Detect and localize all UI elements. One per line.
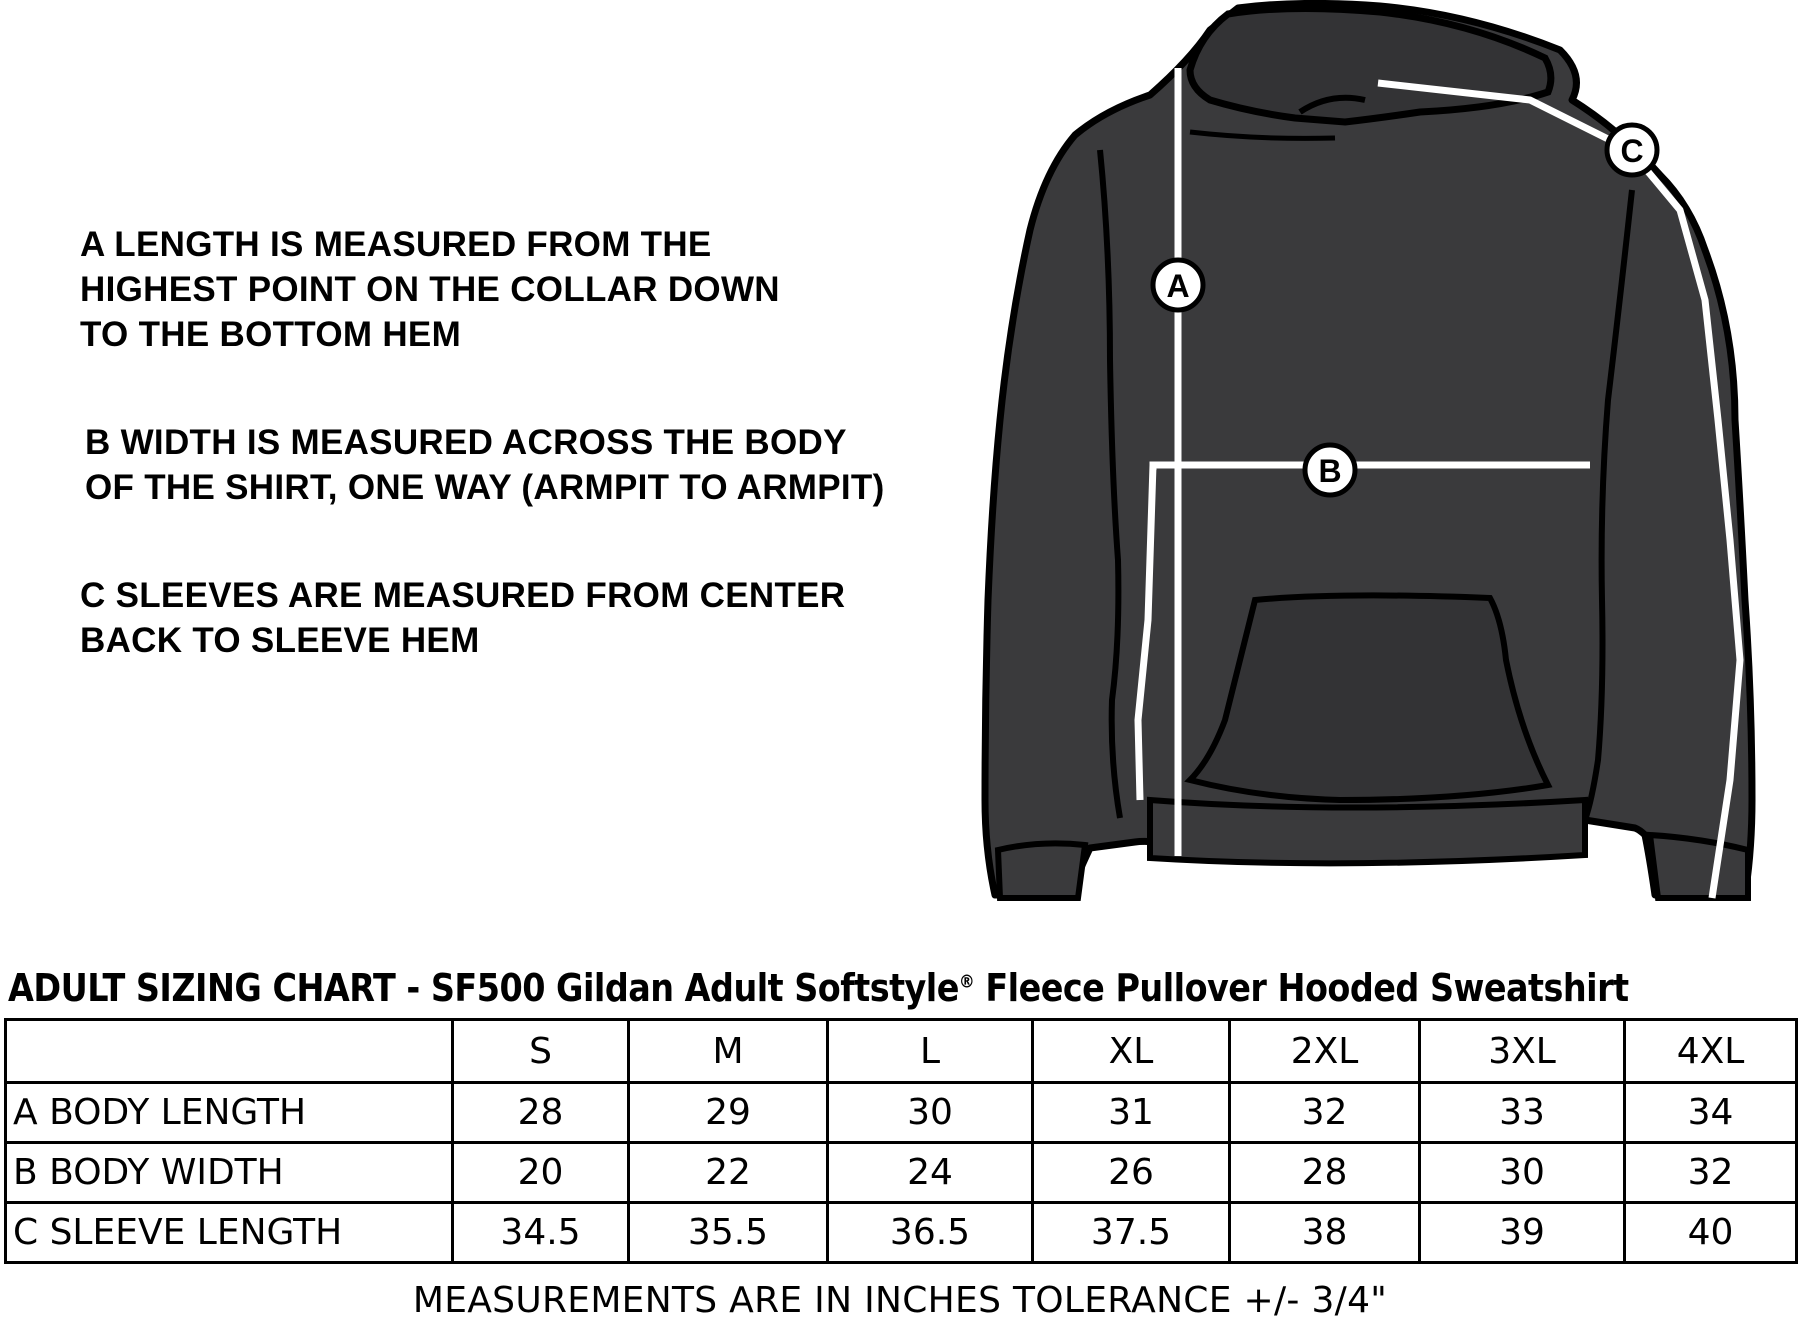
table-cell: 35.5 <box>629 1203 828 1263</box>
chart-title: ADULT SIZING CHART - SF500 Gildan Adult Softstyle® Fleece Pullover Hooded Sweatshirt <box>8 966 1629 1010</box>
measurement-instructions <box>80 222 980 726</box>
table-cell: 22 <box>629 1143 828 1203</box>
instruction-sleeve: C SLEEVES ARE MEASURED FROM CENTER BACK TO SLEEVE HEM <box>80 576 846 660</box>
table-cell: 39 <box>1420 1203 1625 1263</box>
row-label: B BODY WIDTH <box>6 1143 453 1203</box>
row-label: A BODY LENGTH <box>6 1083 453 1143</box>
table-cell: 38 <box>1230 1203 1420 1263</box>
table-cell: 29 <box>629 1083 828 1143</box>
table-cell: 24 <box>828 1143 1033 1203</box>
right-cuff <box>1650 835 1748 898</box>
table-row-body-length <box>6 1083 1797 1143</box>
size-header: 3XL <box>1420 1020 1625 1083</box>
table-cell: 30 <box>828 1083 1033 1143</box>
table-cell: 31 <box>1033 1083 1230 1143</box>
size-header-row <box>6 1020 1797 1083</box>
table-cell: 40 <box>1625 1203 1797 1263</box>
size-header: 4XL <box>1625 1020 1797 1083</box>
size-header: S <box>453 1020 629 1083</box>
instruction-width: B WIDTH IS MEASURED ACROSS THE BODY OF THE SHIRT, ONE WAY (ARMPIT TO ARMPIT) <box>85 423 885 507</box>
header-corner-cell <box>6 1020 453 1083</box>
marker-a-label: A <box>1166 268 1190 304</box>
table-row-sleeve-length <box>6 1203 1797 1263</box>
marker-b-label: B <box>1318 453 1342 489</box>
table-cell: 36.5 <box>828 1203 1033 1263</box>
table-cell: 28 <box>453 1083 629 1143</box>
table-cell: 34 <box>1625 1083 1797 1143</box>
marker-a <box>1153 260 1203 310</box>
sizing-table <box>4 1018 1798 1264</box>
marker-b <box>1305 445 1355 495</box>
measurement-footnote: MEASUREMENTS ARE IN INCHES TOLERANCE +/- 3/4" <box>412 1280 1388 1321</box>
registered-mark: ® <box>958 971 975 993</box>
size-header: 2XL <box>1230 1020 1420 1083</box>
table-cell: 37.5 <box>1033 1203 1230 1263</box>
table-cell: 33 <box>1420 1083 1625 1143</box>
table-cell: 34.5 <box>453 1203 629 1263</box>
table-cell: 28 <box>1230 1143 1420 1203</box>
table-cell: 32 <box>1230 1083 1420 1143</box>
hoodie-illustration <box>960 0 1800 915</box>
table-cell: 20 <box>453 1143 629 1203</box>
waistband <box>1150 800 1585 863</box>
table-row-body-width <box>6 1143 1797 1203</box>
table-cell: 32 <box>1625 1143 1797 1203</box>
row-label: C SLEEVE LENGTH <box>6 1203 453 1263</box>
marker-c <box>1607 125 1657 175</box>
instruction-length: A LENGTH IS MEASURED FROM THE HIGHEST POINT ON THE COLLAR DOWN TO THE BOTTOM HEM <box>80 225 780 354</box>
size-header: L <box>828 1020 1033 1083</box>
size-header: XL <box>1033 1020 1230 1083</box>
marker-c-label: C <box>1620 133 1644 169</box>
left-cuff <box>998 843 1085 898</box>
size-header: M <box>629 1020 828 1083</box>
table-cell: 26 <box>1033 1143 1230 1203</box>
table-cell: 30 <box>1420 1143 1625 1203</box>
